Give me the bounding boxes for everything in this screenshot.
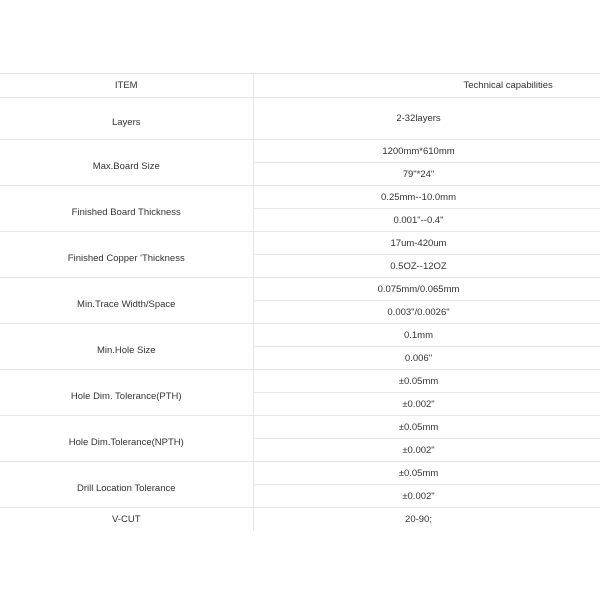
table-row xyxy=(0,324,600,347)
row-value xyxy=(253,163,600,186)
table-row xyxy=(0,186,600,209)
row-value-text: 0.075mm/0.065mm xyxy=(377,283,460,295)
row-value-text: 0.003"/0.0026" xyxy=(387,306,450,318)
row-value xyxy=(253,416,600,439)
row-value xyxy=(253,209,600,232)
row-value-text: 0.25mm--10.0mm xyxy=(381,191,456,203)
row-item-label: Hole Dim. Tolerance(PTH) xyxy=(70,391,182,402)
row-value xyxy=(253,324,600,347)
row-item-layers xyxy=(0,98,253,140)
row-value xyxy=(253,347,600,370)
row-item-trace-width xyxy=(0,278,253,324)
table-row xyxy=(0,98,600,140)
row-value-layers xyxy=(253,98,600,140)
row-value-text: ±0.002" xyxy=(402,490,435,502)
row-item-label: Drill Location Tolerance xyxy=(76,483,176,494)
row-item-label: V-CUT xyxy=(112,514,141,525)
row-value xyxy=(253,232,600,255)
row-item-label: Min.Trace Width/Space xyxy=(77,299,176,310)
table-row xyxy=(0,278,600,301)
row-item-label: Max.Board Size xyxy=(92,161,160,172)
table-header-row xyxy=(0,74,600,98)
row-value xyxy=(253,485,600,508)
row-item-label: Hole Dim.Tolerance(NPTH) xyxy=(68,437,184,448)
row-value-text: 79"*24" xyxy=(402,168,435,180)
row-value xyxy=(253,255,600,278)
row-value: 2-32layers xyxy=(396,113,441,124)
row-value xyxy=(253,140,600,163)
row-value-text: 0.1mm xyxy=(403,329,434,341)
table-row xyxy=(0,416,600,439)
row-value xyxy=(253,370,600,393)
row-item-hole-tolerance-pth xyxy=(0,370,253,416)
row-item-v-cut xyxy=(0,508,253,532)
row-value xyxy=(253,186,600,209)
table-row xyxy=(0,140,600,163)
row-value-text: 0.5OZ--12OZ xyxy=(390,260,447,272)
header-capability xyxy=(253,74,600,98)
row-value-text: 17um-420um xyxy=(390,237,447,249)
table-row xyxy=(0,462,600,485)
row-value-text: ±0.05mm xyxy=(398,375,439,387)
row-value-text: ±0.05mm xyxy=(398,467,439,479)
row-item-label: Finished Board Thickness xyxy=(71,207,181,218)
row-item-board-size xyxy=(0,140,253,186)
header-capability-label: Technical capabilities xyxy=(463,80,553,91)
row-item-label: Min.Hole Size xyxy=(96,345,156,356)
row-value-text: 0.001"--0.4" xyxy=(393,214,444,226)
row-value xyxy=(253,462,600,485)
row-value-text: ±0.002" xyxy=(402,444,435,456)
table-row xyxy=(0,232,600,255)
table-row xyxy=(0,370,600,393)
row-item-label: Layers xyxy=(111,117,141,128)
row-value xyxy=(253,393,600,416)
row-value-text: ±0.05mm xyxy=(398,421,439,433)
row-item-drill-tolerance xyxy=(0,462,253,508)
row-value xyxy=(253,278,600,301)
row-value-text: ±0.002" xyxy=(402,398,435,410)
technical-capabilities-table xyxy=(0,73,600,531)
row-value-text: 20-90; xyxy=(405,514,432,525)
row-item-hole-tolerance-npth xyxy=(0,416,253,462)
row-value xyxy=(253,301,600,324)
row-item-label: Finished Copper 'Thickness xyxy=(67,253,185,264)
row-item-copper-thickness xyxy=(0,232,253,278)
row-value-text: 1200mm*610mm xyxy=(382,145,455,157)
row-item-board-thickness xyxy=(0,186,253,232)
row-value-text: 0.006" xyxy=(404,352,433,364)
table-row xyxy=(0,508,600,532)
header-item xyxy=(0,74,253,98)
header-item-label: ITEM xyxy=(114,80,138,91)
row-value xyxy=(253,439,600,462)
row-item-hole-size xyxy=(0,324,253,370)
row-value-v-cut xyxy=(253,508,600,532)
